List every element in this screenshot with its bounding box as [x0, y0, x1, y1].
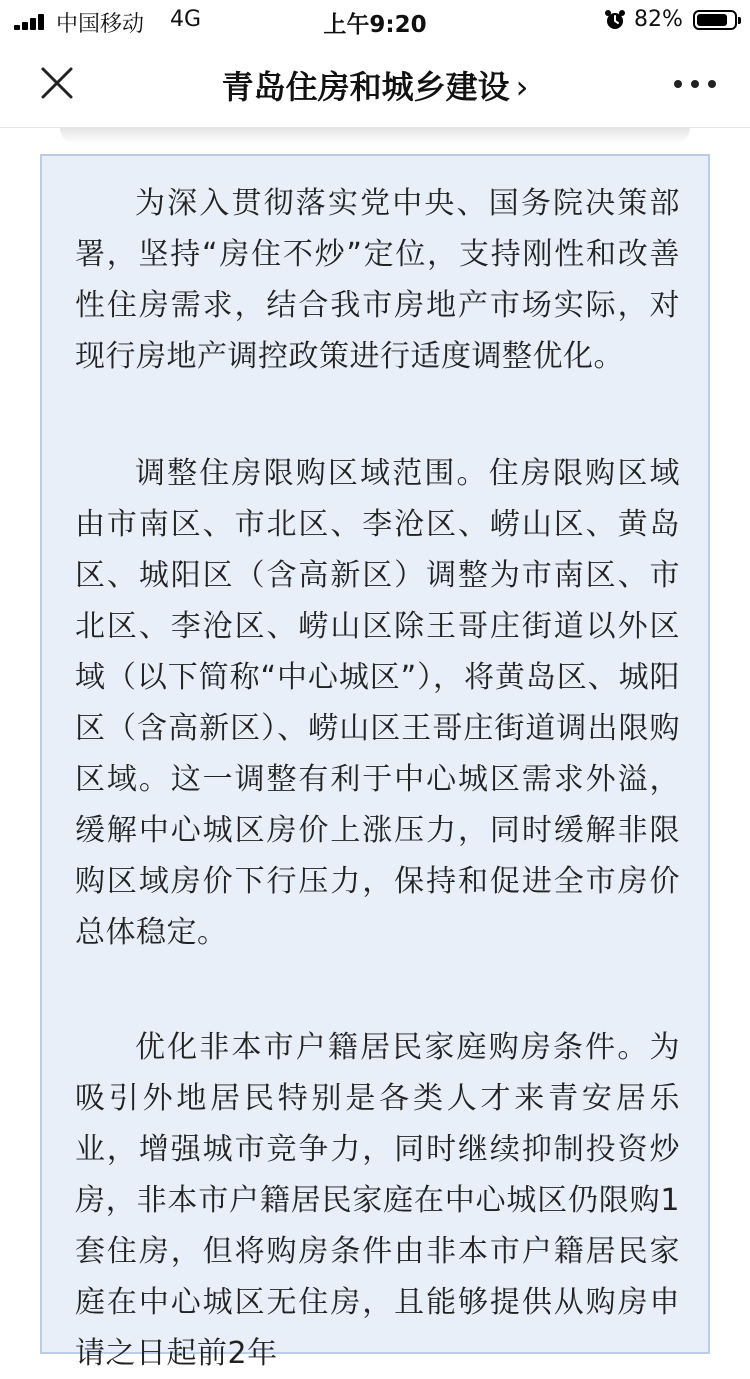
article-paragraph: 为深入贯彻落实党中央、国务院决策部署，坚持“房住不炒”定位，支持刚性和改善性住房需求，结合我市房地产市场实际，对现行房地产调控政策进行适度调整优化。 — [75, 186, 680, 374]
article-paragraph: 优化非本市户籍居民家庭购房条件。为吸引外地居民特别是各类人才来青安居乐业，增强城市竞争力，同时继续抑制投资炒房，非本市户籍居民家庭在中心城区仍限购1套住房，但将购房条件由非本市户籍居民家庭在中心城区无住房，且能够提供从购房申请之日起前2年 — [75, 1030, 680, 1371]
network-type: 4G — [170, 7, 202, 32]
alarm-clock-icon — [604, 9, 626, 31]
battery-icon — [693, 10, 737, 30]
page-title-text: 青岛住房和城乡建设 — [221, 68, 510, 106]
nav-bar — [0, 40, 750, 128]
carrier-name: 中国移动 — [56, 12, 145, 37]
article-box — [40, 154, 710, 1371]
battery-percent: 82% — [634, 7, 683, 32]
page-title[interactable] — [0, 62, 750, 108]
status-bar — [0, 0, 750, 40]
article-paragraph: 调整住房限购区域范围。住房限购区域由市南区、市北区、李沧区、崂山区、黄岛区、城阳区（含高新区）调整为市南区、市北区、李沧区、崂山区除王哥庄街道以外区域（以下简称“中心城区”），将黄岛区、城阳区（含高新区）、崂山区王哥庄街道调出限购区域。这一调整有利于中心城区需求外溢，缓解中心城区房价上涨压力，同时缓解非限购区域房价下行压力，保持和促进全市房价总体稳定。 — [75, 456, 680, 950]
status-time: 上午9:20 — [323, 12, 427, 38]
header-shadow — [60, 128, 690, 144]
more-dots-icon[interactable] — [670, 72, 720, 96]
chevron-right-icon: › — [515, 68, 529, 106]
